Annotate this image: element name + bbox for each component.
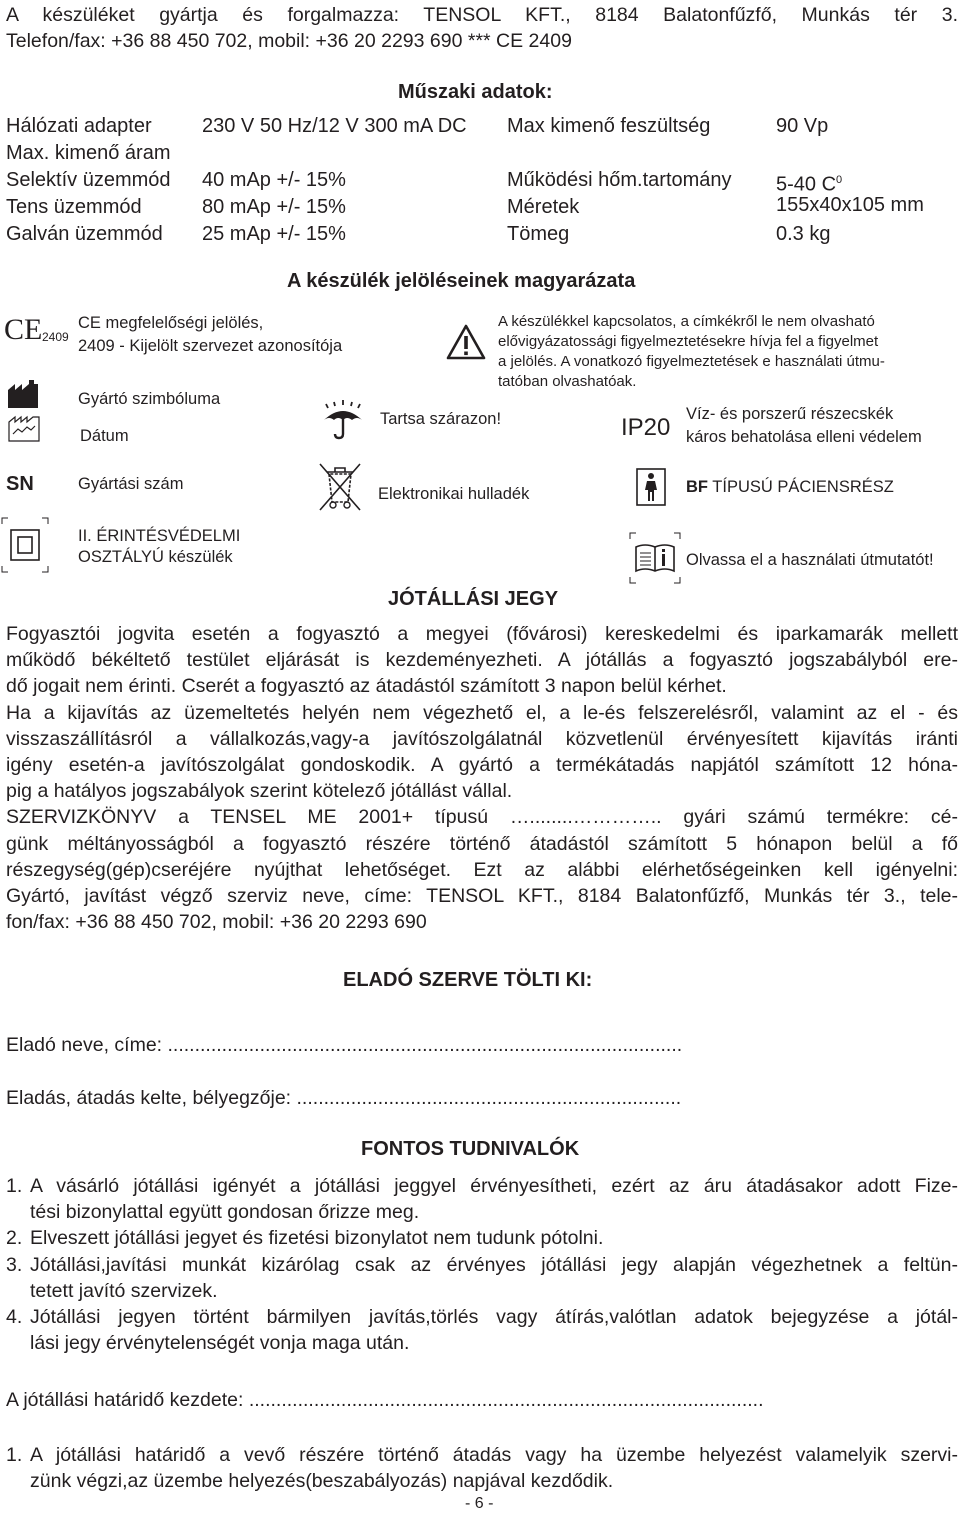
warranty-title: JÓTÁLLÁSI JEGY bbox=[388, 588, 559, 610]
spec-value-dimensions: 155x40x105 mm bbox=[776, 194, 924, 216]
spec-value-weight: 0.3 kg bbox=[776, 223, 831, 245]
spec-label-tens: Tens üzemmód bbox=[6, 196, 142, 218]
ce-text-1: CE megfelelőségi jelölés, bbox=[78, 314, 264, 332]
read-manual-book-icon bbox=[630, 533, 680, 583]
header-line-2: Telefon/fax: +36 88 450 702, mobil: +36 20 2293 690 *** CE 2409 bbox=[6, 30, 572, 53]
class-ii-double-square-icon bbox=[2, 518, 48, 572]
ip-code: IP20 bbox=[621, 414, 671, 441]
degree-superscript: 0 bbox=[836, 174, 843, 186]
spec-label-max-voltage: Max kimenő feszültség bbox=[507, 115, 711, 137]
warranty-line-10: részegység(gép)cseréjére nyújthat lehetőséget. Ezt az alábbi elérhetőségeinken kell igényelni: bbox=[6, 858, 958, 881]
warning-text-line-4: tatóban olvashatóak. bbox=[498, 373, 637, 390]
manufacturer-factory-icon bbox=[8, 380, 38, 408]
date-label: Dátum bbox=[80, 427, 129, 445]
warning-text-line-1: A készülékkel kapcsolatos, a címkékről le nem olvasható bbox=[498, 313, 875, 330]
warranty-start-field[interactable]: A jótállási határidő kezdete: ............................................................................................... bbox=[6, 1389, 764, 1411]
warranty-line-1: Fogyasztói jogvita esetén a fogyasztó a megyei (fővárosi) kereskedelmi és iparkamarák mellett bbox=[6, 623, 958, 645]
weee-label: Elektronikai hulladék bbox=[378, 485, 530, 503]
warranty-line-12: fon/fax: +36 88 450 702, mobil: +36 20 2293 690 bbox=[6, 911, 427, 934]
list-item: 1. A jótállási határidő a vevő részére történő átadás vagy ha üzembe helyezést valamelyik szervi- zünk végzi,az üzembe helyezés(beszabályozás) napjával kezdődik. bbox=[6, 1444, 958, 1493]
spec-value-galvan: 25 mAp +/- 15% bbox=[202, 223, 346, 245]
warning-text bbox=[498, 312, 885, 392]
list-item: 4. Jótállási jegyen történt bármilyen javítás,törlés vagy átírás,valótlan adatok bejegyzése a jótál- lási jegy érvénytelenségét vonja maga után. bbox=[6, 1306, 958, 1355]
warranty-line-5: visszaszállításról a vállalkozás,vagy-a javítószolgálatnál közvetlenül érvényesített kijavítás iránti bbox=[6, 727, 958, 750]
warranty-line-9: günk méltányosságból a fogyasztó részére történő átadástól számított 5 hónapon belül a fő bbox=[6, 832, 958, 855]
important-list bbox=[6, 1173, 958, 1356]
spec-value-temp-range: 5-40 $C^0$ bbox=[776, 173, 843, 196]
warning-text-line-3: a jelölés. A vonatkozó figyelmeztetések e használati útmu- bbox=[498, 353, 885, 370]
serial-number-label: Gyártási szám bbox=[78, 475, 184, 493]
keep-dry-label: Tartsa szárazon! bbox=[380, 410, 502, 428]
weee-crossed-bin-icon bbox=[318, 462, 362, 512]
spec-label-max-current: Max. kimenő áram bbox=[6, 142, 171, 164]
warranty-line-4: Ha a kijavítás az üzemeltetés helyén nem végezhető el, a le-és felszerelésről, valamint az el - és bbox=[6, 701, 958, 724]
ip-text-2: káros behatolása elleni védelem bbox=[686, 428, 922, 446]
ce-mark-icon: CE bbox=[4, 313, 43, 346]
seller-date-stamp-field[interactable]: Eladás, átadás kelte, bélyegzője: ....................................................................... bbox=[6, 1087, 682, 1109]
sn-mark: SN bbox=[6, 473, 34, 495]
date-icon bbox=[8, 416, 40, 442]
spec-label-dimensions: Méretek bbox=[507, 196, 580, 218]
spec-value-adapter: 230 V 50 Hz/12 V 300 mA DC bbox=[202, 115, 467, 137]
class-ii-text-2: OSZTÁLYÚ készülék bbox=[78, 548, 233, 566]
seller-name-field[interactable]: Eladó neve, címe: ............................................................................................... bbox=[6, 1034, 683, 1056]
ip-text-1: Víz- és porszerű részecskék bbox=[686, 405, 894, 423]
seller-title: ELADÓ SZERVE TÖLTI KI: bbox=[343, 969, 593, 991]
spec-label-galvan: Galván üzemmód bbox=[6, 223, 163, 245]
warning-text-line-2: elővigyázatossági figyelmeztetésekre hívja fel a figyelmet bbox=[498, 333, 879, 350]
spec-label-temp-range: Működési hőm.tartomány bbox=[507, 169, 732, 191]
class-ii-text-1: II. ÉRINTÉSVÉDELMI bbox=[78, 527, 241, 545]
list-item: 1. A vásárló jótállási igényét a jótállási jeggyel érvényesítheti, ezért az áru átadásakor adott Fize- tési bizonylattal együtt gondosan őrizze meg. bbox=[6, 1175, 958, 1224]
warranty-line-3: dő jogait nem érinti. Cserét a fogyasztó az átadástól számított 3 napon belül kérhet. bbox=[6, 675, 727, 698]
header-line-1: A készüléket gyártja és forgalmazza: TENSOL KFT., 8184 Balatonfűzfő, Munkás tér 3. bbox=[6, 4, 958, 26]
important-title: FONTOS TUDNIVALÓK bbox=[361, 1138, 580, 1160]
umbrella-icon bbox=[322, 400, 364, 440]
warning-triangle-icon bbox=[446, 324, 486, 360]
warranty-line-6: igény esetén-a javítószolgálat gondoskodik. A gyártó a termékátadás napjától számított 12 hóna- bbox=[6, 754, 958, 777]
symbols-title: A készülék jelöléseinek magyarázata bbox=[287, 270, 636, 292]
bf-type-patient-icon bbox=[636, 468, 666, 506]
list-item: 3. Jótállási,javítási munkát kizárólag csak az érvényes jótállási jegy alapján végezhetnek a feltün- tetett javító szervizek. bbox=[6, 1253, 958, 1302]
deadline-note bbox=[6, 1442, 958, 1494]
manufacturer-label: Gyártó szimbóluma bbox=[78, 390, 221, 408]
ce-number: 2409 bbox=[42, 330, 69, 344]
bf-text bbox=[686, 477, 894, 497]
ce-text-2: 2409 - Kijelölt szervezet azonosítója bbox=[78, 337, 343, 355]
bf-bold: BF bbox=[686, 478, 708, 496]
list-item: 2. Elveszett jótállási jegyet és fizetési bizonylatot nem tudunk pótolni. bbox=[6, 1227, 604, 1250]
spec-label-adapter: Hálózati adapter bbox=[6, 115, 152, 137]
spec-value-tens: 80 mAp +/- 15% bbox=[202, 196, 346, 218]
warranty-line-8: SZERVIZKÖNYV a TENSEL ME 2001+ típusú …........………….. gyári számú termékre: cé- bbox=[6, 806, 958, 829]
warranty-line-11: Gyártó, javítást végző szerviz neve, címe: TENSOL KFT., 8184 Balatonfűzfő, Munkás tér 3., tele- bbox=[6, 885, 958, 908]
warranty-line-7: pig a hatályos jogszabályok szerint kötelező jótállást vállal. bbox=[6, 780, 513, 803]
warranty-body bbox=[6, 621, 958, 935]
manufacturer-header bbox=[6, 2, 958, 54]
spec-label-selective: Selektív üzemmód bbox=[6, 169, 171, 191]
spec-value-selective: 40 mAp +/- 15% bbox=[202, 169, 346, 191]
warranty-line-2: működő békéltető testület eljárását is kezdeményezheti. A jótállás a fogyasztó jogszabályból ere- bbox=[6, 649, 958, 672]
bf-label: TÍPUSÚ PÁCIENSRÉSZ bbox=[712, 478, 894, 496]
page-number: - 6 - bbox=[465, 1495, 494, 1512]
specs-title: Műszaki adatok: bbox=[398, 81, 553, 103]
spec-value-max-voltage: 90 Vp bbox=[776, 115, 829, 137]
spec-label-weight: Tömeg bbox=[507, 223, 570, 245]
read-manual-label: Olvassa el a használati útmutatót! bbox=[686, 551, 934, 569]
